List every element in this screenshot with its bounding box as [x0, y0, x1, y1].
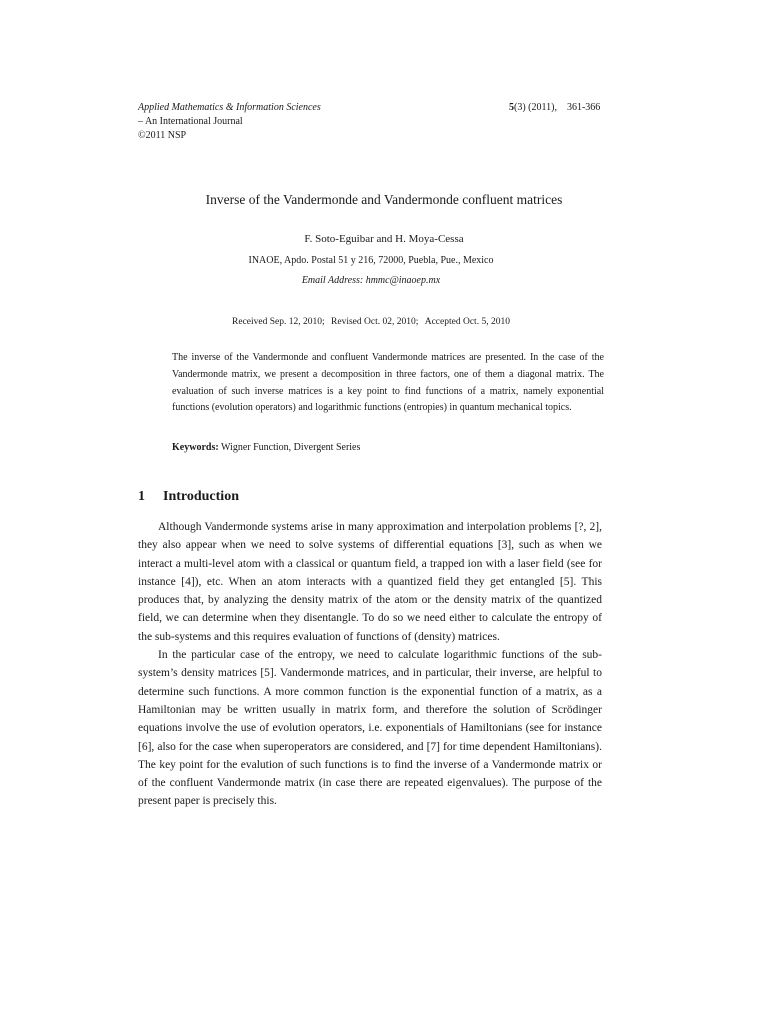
issue: (3) (2011), [514, 102, 557, 113]
keywords-label: Keywords: [172, 442, 219, 453]
section-number: 1 [138, 489, 145, 504]
section-title: Introduction [163, 489, 239, 504]
journal-header [138, 101, 321, 143]
journal-subtitle: – An International Journal [138, 116, 243, 127]
keywords [172, 442, 360, 453]
affiliation: INAOE, Apdo. Postal 51 y 216, 72000, Puebla, Pue., Mexico [248, 255, 494, 266]
received-date: Received Sep. 12, 2010; [232, 317, 325, 327]
citation-info [509, 101, 600, 115]
copyright: ©2011 NSP [138, 130, 187, 141]
paragraph: Although Vandermonde systems arise in many approximation and interpolation problems [?, 2], they also appear when we need to solve systems of differential equations [3], such as when we interact a multi-level atom with a classical or quantum field, a trapped ion with a laser field (see for instance [4]), etc. When an atom interacts with a quantized field they get entangled [5]. This produces that, by analyzing the density matrix of the atom or the density matrix of the quantized field, we can determine when they disentangle. To do so we need either to calculate the entropy of the sub-systems and this requires evaluation of functions of (density) matrices. [138, 521, 602, 643]
journal-name: Applied Mathematics & Information Sciences [138, 102, 321, 113]
paper-title: Inverse of the Vandermonde and Vandermonde confluent matrices [205, 192, 563, 207]
keywords-value: Wigner Function, Divergent Series [221, 442, 361, 453]
email-address: Email Address: hmmc@inaoep.mx [301, 275, 441, 286]
revised-date: Revised Oct. 02, 2010; [331, 317, 419, 327]
authors: F. Soto-Eguibar and H. Moya-Cessa [304, 233, 464, 245]
section-body [138, 518, 602, 811]
volume: 5 [509, 102, 514, 113]
section-heading [138, 489, 239, 505]
accepted-date: Accepted Oct. 5, 2010 [424, 317, 510, 327]
abstract: The inverse of the Vandermonde and confluent Vandermonde matrices are presented. In the case of the Vandermonde matrix, we present a decomposition in three factors, one of them a diagonal matrix. The evaluation of such inverse matrices is a key point to find functions of a matrix, namely exponential functions (evolution operators) and logarithmic functions (entropies) in quantum mechanical topics. [172, 352, 604, 414]
publication-dates [0, 317, 742, 327]
page-range: 361-366 [566, 102, 601, 113]
paragraph: In the particular case of the entropy, we need to calculate logarithmic functions of the sub-system’s density matrices [5]. Vandermonde matrices, and in particular, their inverse, are helpful to determine such functions. A more common function is the exponential function of a matrix, as a Hamiltonian may be written usually in matrix form, and therefore the solution of Scrödinger equations involve the use of evolution operators, i.e. exponentials of Hamiltonians (see for instance [6], also for the case when superoperators are considered, and [7] for time dependent Hamiltonians). The key point for the evalution of such functions is to find the inverse of a Vandermonde matrix or of the confluent Vandermonde matrix (in case there are repeated eigenvalues). The purpose of the present paper is precisely this. [138, 649, 602, 808]
